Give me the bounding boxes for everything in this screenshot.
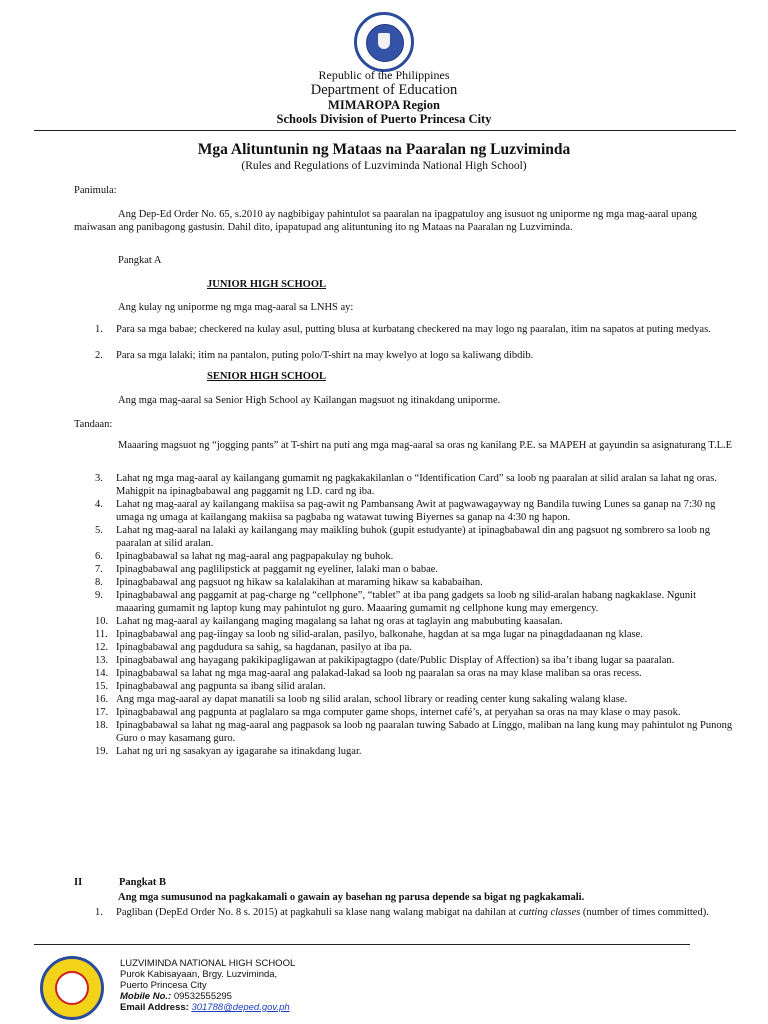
jhs-intro: Ang kulay ng uniporme ng mga mag-aaral sa LNHS ay: bbox=[118, 302, 354, 313]
list-item bbox=[95, 628, 735, 641]
list-number: 1. bbox=[95, 907, 103, 918]
list-item-text: Ang mga mag-aaral ay dapat manatili sa loob ng silid aralan, school library or reading center kung sakaling walang klase. bbox=[116, 694, 628, 705]
school-logo bbox=[40, 956, 104, 1020]
rules-list bbox=[95, 472, 735, 758]
list-item bbox=[95, 615, 735, 628]
list-number: 4. bbox=[95, 499, 103, 510]
tandaan-label: Tandaan: bbox=[74, 419, 113, 430]
list-item bbox=[95, 563, 735, 576]
document-title: Mga Alituntunin ng Mataas na Paaralan ng Luzviminda bbox=[197, 141, 571, 158]
list-item-text: Lahat ng mag-aaral ay kailangang makiisa sa pag-awit ng Pambansang Awit at pagwawagayway ng Bandila tuwing Lunes sa ganap na 7:30 ng umaga ng umaga at kailangang makiisa sa pagbaba ng watawat tuwing Biyernes sa ganap na 4:30 ng hapon. bbox=[116, 499, 716, 523]
list-item bbox=[95, 680, 735, 693]
list-item bbox=[95, 576, 735, 589]
list-item-text: Ipinagbabawal ang paggamit at pag-charge ng “cellphone”, “tablet” at iba pang gadgets sa loob ng silid-aralan habang nagkaklase. Ngunit maaaring gumamit ng laptop kung may pahintulot ng guro. Maaaring gumamit ng cellphone kung may emergency. bbox=[116, 590, 697, 614]
list-item bbox=[95, 745, 735, 758]
list-item-text: Lahat ng uri ng sasakyan ay igagarahe sa itinakdang lugar. bbox=[116, 746, 362, 757]
list-item bbox=[95, 472, 735, 498]
list-number: 16. bbox=[95, 694, 109, 705]
list-number: 11. bbox=[95, 629, 108, 640]
email-link[interactable]: 301788@deped.gov.ph bbox=[191, 1002, 290, 1013]
intro-paragraph: Ang Dep-Ed Order No. 65, s.2010 ay nagbibigay pahintulot sa paaralan na ipagpatuloy ang isusuot ng uniporme ng mga mag-aaral upang maiwasan ang panibagong gastusin. Dahil dito, ipapatupad ang alituntuning ito ng Mataas na Paaralan ng Luzviminda. bbox=[74, 209, 697, 233]
list-number: 5. bbox=[95, 525, 103, 536]
footer-mobile bbox=[120, 991, 232, 1002]
list-number: 10. bbox=[95, 616, 109, 627]
deped-seal bbox=[354, 12, 414, 72]
shs-heading: SENIOR HIGH SCHOOL bbox=[207, 371, 327, 382]
list-number: 1. bbox=[95, 324, 103, 335]
email-label: Email Address: bbox=[120, 1002, 189, 1013]
list-item-text: Lahat ng mag-aaral ay kailangang maging magalang sa lahat ng oras at taglayin ang mabubuting kaasalan. bbox=[116, 616, 563, 627]
list-item-text: Ipinagbabawal ang pagdudura sa sahig, sa hagdanan, pasilyo at iba pa. bbox=[116, 642, 412, 653]
uniform-item-1 bbox=[95, 323, 735, 336]
list-item bbox=[95, 706, 735, 719]
mobile-label: Mobile No.: bbox=[120, 991, 172, 1002]
panimula-label: Panimula: bbox=[74, 185, 117, 196]
list-number: 18. bbox=[95, 720, 109, 731]
tandaan-text: Maaaring magsuot ng “jogging pants” at T-shirt na puti ang mga mag-aaral sa oras ng kanilang P.E. sa MAPEH at gayundin sa asignaturang T.L.E bbox=[118, 440, 733, 451]
list-item-text: Lahat ng mga mag-aaral ay kailangang gumamit ng pagkakakilanlan o “Identification Card” sa loob ng paaralan at silid aralan sa lahat ng oras. Mahigpit na ipinagbabawal ang paggamit ng I.D. card ng iba. bbox=[116, 473, 717, 497]
section-ii-number: II bbox=[74, 877, 83, 888]
footer-divider bbox=[34, 944, 690, 945]
list-item-text: Ipinagbabawal sa lahat ng mga mag-aaral ang palakad-lakad sa loob ng paaralan sa oras na may klase maliban sa oras recess. bbox=[116, 668, 642, 679]
list-number: 3. bbox=[95, 473, 103, 484]
list-number: 13. bbox=[95, 655, 109, 666]
shs-text: Ang mga mag-aaral sa Senior High School ay Kailangan magsuot ng itinakdang uniporme. bbox=[118, 395, 501, 406]
list-item bbox=[95, 667, 735, 680]
list-item-text: Ipinagbabawal ang pagpunta at paglalaro sa mga computer game shops, internet café’s, at peryahan sa oras na may klase o may pasok. bbox=[116, 707, 681, 718]
list-number: 9. bbox=[95, 590, 103, 601]
list-number: 19. bbox=[95, 746, 109, 757]
list-number: 2. bbox=[95, 350, 103, 361]
list-number: 14. bbox=[95, 668, 109, 679]
list-number: 12. bbox=[95, 642, 109, 653]
cutting-classes-term: cutting classes bbox=[518, 907, 581, 918]
school-emblem-icon bbox=[55, 971, 89, 1005]
footer-address-line-1: Purok Kabisayaan, Brgy. Luzviminda, bbox=[120, 969, 278, 980]
footer-school-name: LUZVIMINDA NATIONAL HIGH SCHOOL bbox=[120, 958, 296, 969]
list-item bbox=[95, 524, 735, 550]
section-ii-description: Ang mga sumusunod na pagkakamali o gawain ay basehan ng parusa depende sa bigat ng pagkakamali. bbox=[118, 892, 585, 903]
list-item bbox=[95, 589, 735, 615]
list-number: 8. bbox=[95, 577, 103, 588]
header-divider bbox=[34, 130, 736, 131]
list-item bbox=[95, 498, 735, 524]
list-item-text: Ipinagbabawal ang pag-iingay sa loob ng silid-aralan, pasilyo, balkonahe, hagdan at sa mga lugar na pinagdadaanan ng klase. bbox=[116, 629, 643, 640]
header-division: Schools Division of Puerto Princesa City bbox=[276, 112, 492, 126]
list-number: 7. bbox=[95, 564, 103, 575]
list-item bbox=[95, 654, 735, 667]
list-item-text: Ipinagbabawal ang hayagang pakikipagligawan at pakikipagtagpo (date/Public Display of Affection) sa iba’t ibang lugar sa paaralan. bbox=[116, 655, 675, 666]
list-number: 6. bbox=[95, 551, 103, 562]
header-department: Department of Education bbox=[310, 82, 458, 98]
list-item bbox=[95, 693, 735, 706]
uniform-item-2 bbox=[95, 349, 735, 362]
list-item-text: Ipinagbabawal ang pagpunta sa ibang silid aralan. bbox=[116, 681, 326, 692]
footer-email bbox=[120, 1002, 290, 1013]
list-item-text: Ipinagbabawal ang pagsuot ng hikaw sa kalalakihan at maraming hikaw sa kababaihan. bbox=[116, 577, 483, 588]
list-item-text: Pagliban (DepEd Order No. 8 s. 2015) at pagkahuli sa klase nang walang mabigat na dahilan at cutting classes (number of times committed). bbox=[116, 907, 709, 918]
list-item-text: Lahat ng mag-aaral na lalaki ay kailangang may maikling buhok (gupit estudyante) at ipinagbabawal din ang pagsuot ng sombrero sa loob ng paaralan at silid aralan. bbox=[116, 525, 710, 549]
pangkat-a-label: Pangkat A bbox=[118, 255, 162, 266]
pangkat-b-item-1 bbox=[95, 906, 735, 919]
list-item bbox=[95, 719, 735, 745]
seal-emblem-icon bbox=[366, 24, 404, 62]
list-item-text: Para sa mga babae; checkered na kulay asul, putting blusa at kurbatang checkered na may logo ng paaralan, itim na sapatos at puting medyas. bbox=[116, 324, 711, 335]
document-subtitle: (Rules and Regulations of Luzviminda National High School) bbox=[241, 160, 527, 172]
list-item-text: Ipinagbabawal sa lahat ng mag-aaral ang pagpapakulay ng buhok. bbox=[116, 551, 394, 562]
list-item-text: Ipinagbabawal ang paglilipstick at paggamit ng eyeliner, lalaki man o babae. bbox=[116, 564, 439, 575]
list-item bbox=[95, 550, 735, 563]
header-region: MIMAROPA Region bbox=[328, 98, 440, 112]
footer-address-line-2: Puerto Princesa City bbox=[120, 980, 207, 991]
list-number: 15. bbox=[95, 681, 109, 692]
jhs-heading: JUNIOR HIGH SCHOOL bbox=[207, 279, 327, 290]
list-number: 17. bbox=[95, 707, 109, 718]
list-item bbox=[95, 641, 735, 654]
section-ii-label: Pangkat B bbox=[119, 877, 166, 888]
header-republic: Republic of the Philippines bbox=[318, 68, 450, 82]
list-item-text: Ipinagbabawal sa lahat ng mag-aaral ang pagpasok sa loob ng paaralan tuwing Sabado at Linggo, maliban na lang kung may pahintulot ng Punong Guro o may kasamang guro. bbox=[116, 720, 733, 744]
mobile-value: 09532555295 bbox=[171, 991, 232, 1002]
list-item-text: Para sa mga lalaki; itim na pantalon, puting polo/T-shirt na may kwelyo at logo sa kaliwang dibdib. bbox=[116, 350, 534, 361]
